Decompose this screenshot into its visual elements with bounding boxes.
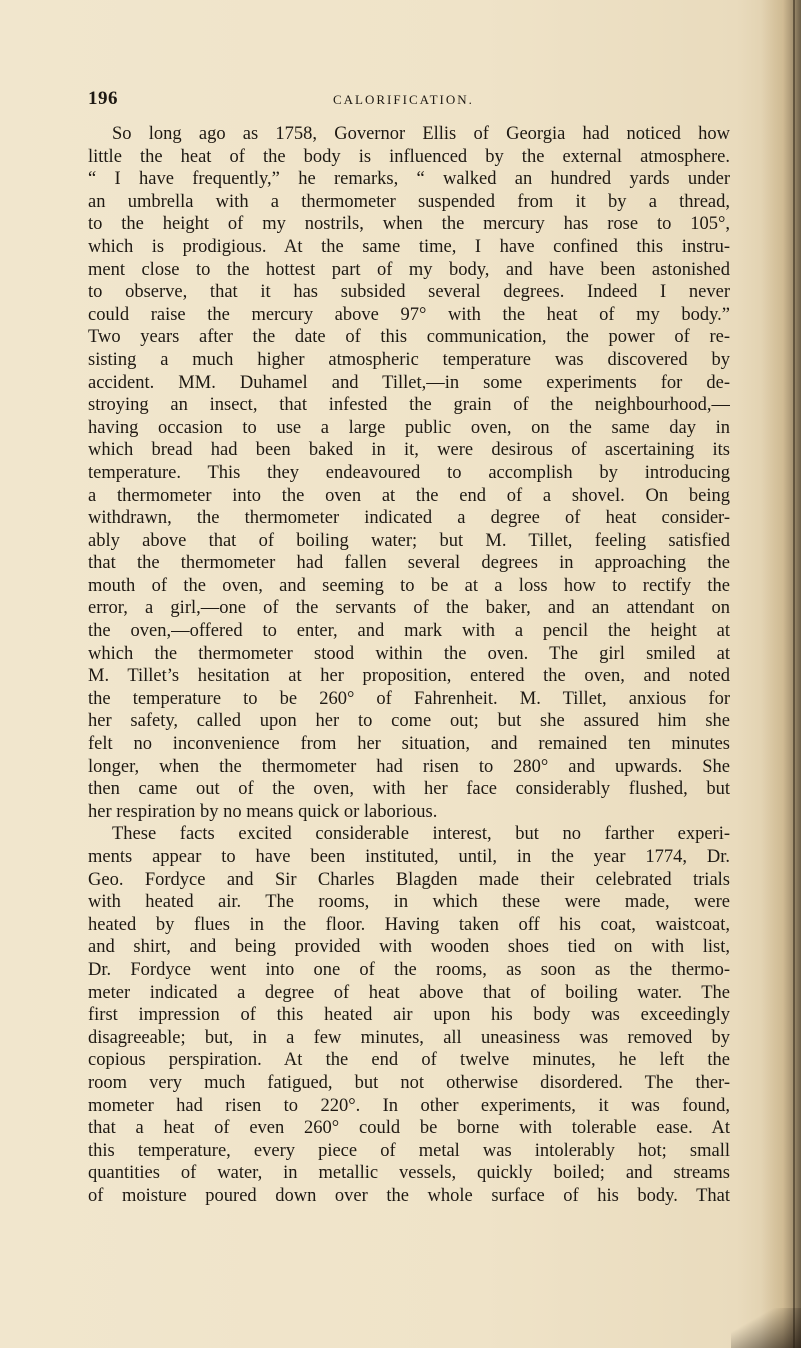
text-line: meter indicated a degree of heat above that of boiling water. The xyxy=(88,982,730,1003)
text-line: ments appear to have been instituted, until, in the year 1774, Dr. xyxy=(88,847,730,867)
text-line: M. Tillet’s hesitation at her proposition, entered the oven, and noted xyxy=(88,666,730,687)
page-corner-shadow xyxy=(731,1308,801,1348)
text-line: her safety, called upon her to come out; but she assured him she xyxy=(88,711,730,732)
page-number: 196 xyxy=(88,88,118,109)
page-header xyxy=(88,88,728,114)
text-line: to observe, that it has subsided several degrees. Indeed I never xyxy=(88,282,730,303)
text-line: mouth of the oven, and seeming to be at a loss how to rectify the xyxy=(88,575,730,596)
text-line: temperature. This they endeavoured to accomplish by introducing xyxy=(88,462,730,483)
text-line: with heated air. The rooms, in which these were made, were xyxy=(88,892,730,913)
text-line: this temperature, every piece of metal was intolerably hot; small xyxy=(88,1140,730,1161)
body-text xyxy=(88,123,730,1208)
text-line: a thermometer into the oven at the end of a shovel. On being xyxy=(88,485,730,506)
text-line: These facts excited considerable interest, but no farther experi- xyxy=(112,824,730,845)
text-line: could raise the mercury above 97° with the heat of my body.” xyxy=(88,304,730,325)
text-line: mometer had risen to 220°. In other experiments, it was found, xyxy=(88,1095,730,1116)
text-line: little the heat of the body is influenced by the external atmosphere. xyxy=(88,146,730,167)
text-line: which is prodigious. At the same time, I have confined this instru- xyxy=(88,236,730,257)
text-line: having occasion to use a large public oven, on the same day in xyxy=(88,417,730,438)
text-line: error, a girl,—one of the servants of the baker, and an attendant on xyxy=(88,598,730,619)
text-line: withdrawn, the thermometer indicated a degree of heat consider- xyxy=(88,508,730,529)
text-line: that a heat of even 260° could be borne with tolerable ease. At xyxy=(88,1118,730,1139)
text-line: accident. MM. Duhamel and Tillet,—in some experiments for de- xyxy=(88,372,730,393)
text-line: longer, when the thermometer had risen to 280° and upwards. She xyxy=(88,756,730,777)
text-line: of moisture poured down over the whole surface of his body. That xyxy=(88,1185,730,1206)
text-line: that the thermometer had fallen several degrees in approaching the xyxy=(88,553,730,574)
text-line: “ I have frequently,” he remarks, “ walked an hundred yards under xyxy=(88,169,730,190)
text-line: then came out of the oven, with her face considerably flushed, but xyxy=(88,779,730,800)
text-line: which bread had been baked in it, were desirous of ascertaining its xyxy=(88,440,730,461)
running-head: CALORIFICATION. xyxy=(333,92,474,107)
text-line: her respiration by no means quick or laborious. xyxy=(88,801,438,822)
text-line: and shirt, and being provided with wooden shoes tied on with list, xyxy=(88,937,730,958)
page-edge-line xyxy=(793,0,795,1348)
text-line: ably above that of boiling water; but M. Tillet, feeling satisfied xyxy=(88,530,730,551)
text-line: Geo. Fordyce and Sir Charles Blagden made their celebrated trials xyxy=(88,869,730,890)
text-line: stroying an insect, that infested the grain of the neighbourhood,— xyxy=(88,395,730,416)
text-line: to the height of my nostrils, when the mercury has rose to 105°, xyxy=(88,214,730,235)
text-line: copious perspiration. At the end of twelve minutes, he left the xyxy=(88,1050,730,1071)
text-line: felt no inconvenience from her situation, and remained ten minutes xyxy=(88,734,730,755)
text-line: Dr. Fordyce went into one of the rooms, as soon as the thermo- xyxy=(88,959,730,980)
page-edge-shadow xyxy=(761,0,801,1348)
text-line: room very much fatigued, but not otherwise disordered. The ther- xyxy=(88,1072,730,1093)
text-line: an umbrella with a thermometer suspended from it by a thread, xyxy=(88,191,730,212)
text-line: sisting a much higher atmospheric temperature was discovered by xyxy=(88,349,730,370)
text-line: which the thermometer stood within the oven. The girl smiled at xyxy=(88,643,730,664)
text-line: quantities of water, in metallic vessels, quickly boiled; and streams xyxy=(88,1163,730,1184)
text-line: first impression of this heated air upon his body was exceedingly xyxy=(88,1005,730,1026)
text-line: disagreeable; but, in a few minutes, all uneasiness was removed by xyxy=(88,1027,730,1048)
text-line: So long ago as 1758, Governor Ellis of Georgia had noticed how xyxy=(112,124,730,144)
text-line: ment close to the hottest part of my body, and have been astonished xyxy=(88,259,730,280)
text-line: the oven,—offered to enter, and mark with a pencil the height at xyxy=(88,621,730,642)
text-line: the temperature to be 260° of Fahrenheit. M. Tillet, anxious for xyxy=(88,688,730,709)
text-line: heated by flues in the floor. Having taken off his coat, waistcoat, xyxy=(88,914,730,935)
text-line: Two years after the date of this communication, the power of re- xyxy=(88,327,730,348)
